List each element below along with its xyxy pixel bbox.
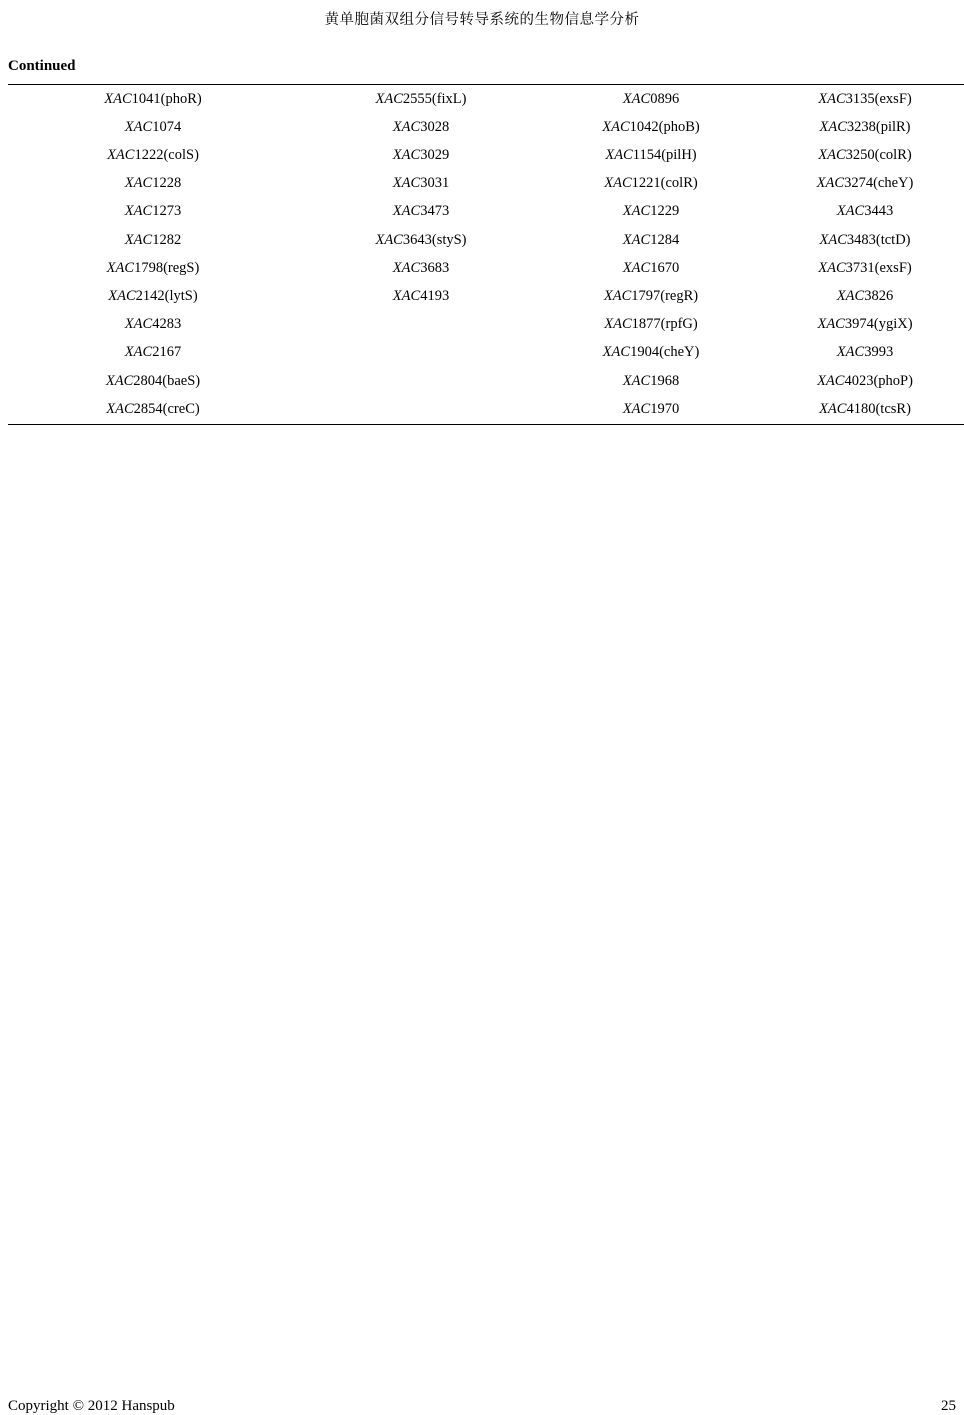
gene-table [8, 84, 964, 425]
gene-cell [544, 395, 758, 424]
gene-prefix: XAC [622, 203, 651, 220]
gene-prefix: XAC [106, 400, 134, 417]
gene-table-wrapper [8, 84, 956, 425]
gene-prefix: XAC [836, 288, 865, 305]
gene-id: 3473 [420, 203, 450, 220]
gene-prefix: XAC [602, 344, 631, 361]
gene-id: 4023(phoP) [844, 372, 913, 389]
gene-cell-empty [298, 367, 544, 395]
gene-id: 3028 [420, 118, 450, 135]
gene-id: 1904(cheY) [630, 344, 700, 361]
gene-prefix: XAC [622, 259, 651, 276]
gene-id: 1970 [650, 400, 680, 417]
gene-cell [298, 170, 544, 198]
gene-cell [8, 254, 298, 282]
gene-id: 1229 [650, 203, 680, 220]
gene-id: 3135(exsF) [845, 90, 912, 107]
gene-id: 1221(colR) [631, 175, 698, 192]
gene-prefix: XAC [124, 203, 153, 220]
copyright-text: Copyright © 2012 Hanspub [8, 1398, 175, 1414]
gene-cell [758, 113, 964, 141]
gene-cell [758, 85, 964, 114]
gene-cell [758, 339, 964, 367]
gene-prefix: XAC [818, 259, 846, 276]
table-row [8, 395, 964, 424]
gene-cell [758, 198, 964, 226]
running-head: 黄单胞菌双组分信号转导系统的生物信息学分析 [324, 12, 640, 28]
gene-id: 1042(phoB) [629, 118, 700, 135]
table-row [8, 367, 964, 395]
gene-id: 1968 [650, 372, 680, 389]
gene-id: 1273 [152, 203, 182, 220]
gene-prefix: XAC [104, 90, 132, 107]
gene-id: 3250(colR) [845, 146, 912, 163]
gene-id: 2804(baeS) [133, 372, 201, 389]
gene-cell [758, 311, 964, 339]
gene-prefix: XAC [602, 118, 630, 135]
gene-id: 3238(pilR) [846, 118, 911, 135]
gene-prefix: XAC [622, 400, 651, 417]
gene-prefix: XAC [106, 259, 135, 276]
gene-cell [8, 85, 298, 114]
gene-cell [758, 395, 964, 424]
gene-table-body [8, 85, 964, 425]
gene-id: 4283 [152, 316, 182, 333]
gene-id: 3031 [420, 175, 450, 192]
gene-cell [544, 170, 758, 198]
gene-id: 3974(ygiX) [844, 316, 913, 333]
gene-cell [544, 367, 758, 395]
gene-cell [8, 339, 298, 367]
gene-prefix: XAC [392, 175, 421, 192]
gene-prefix: XAC [392, 288, 421, 305]
gene-prefix: XAC [819, 231, 847, 248]
gene-prefix: XAC [107, 146, 135, 163]
gene-cell [8, 395, 298, 424]
gene-id: 2854(creC) [133, 400, 200, 417]
gene-prefix: XAC [818, 146, 846, 163]
gene-cell [758, 367, 964, 395]
gene-id: 1877(rpfG) [631, 316, 698, 333]
table-row [8, 85, 964, 114]
gene-prefix: XAC [622, 90, 651, 107]
table-row [8, 339, 964, 367]
gene-cell [544, 113, 758, 141]
gene-id: 3643(styS) [402, 231, 467, 248]
gene-id: 3029 [420, 146, 450, 163]
gene-cell [758, 254, 964, 282]
table-row [8, 226, 964, 254]
gene-cell [8, 367, 298, 395]
gene-cell [8, 311, 298, 339]
gene-cell [544, 283, 758, 311]
gene-cell [298, 85, 544, 114]
gene-cell [8, 141, 298, 169]
gene-prefix: XAC [605, 146, 633, 163]
gene-prefix: XAC [392, 118, 421, 135]
gene-cell [8, 198, 298, 226]
gene-id: 2555(fixL) [402, 90, 467, 107]
gene-cell [758, 170, 964, 198]
page-number: 25 [941, 1398, 956, 1414]
gene-prefix: XAC [819, 400, 847, 417]
gene-prefix: XAC [622, 231, 651, 248]
gene-cell [298, 113, 544, 141]
gene-cell [8, 170, 298, 198]
gene-prefix: XAC [105, 372, 134, 389]
gene-id: 1154(pilH) [632, 146, 697, 163]
gene-prefix: XAC [604, 175, 632, 192]
gene-prefix: XAC [392, 203, 421, 220]
table-row [8, 254, 964, 282]
gene-id: 1670 [650, 259, 680, 276]
gene-id: 1797(regR) [631, 288, 699, 305]
gene-cell [758, 226, 964, 254]
gene-id: 2142(lytS) [135, 288, 198, 305]
gene-cell [758, 141, 964, 169]
gene-id: 1798(regS) [134, 259, 200, 276]
gene-prefix: XAC [375, 90, 403, 107]
gene-cell [544, 226, 758, 254]
gene-cell [8, 113, 298, 141]
gene-cell [544, 85, 758, 114]
gene-id: 4193 [420, 288, 450, 305]
gene-cell [8, 226, 298, 254]
gene-id: 2167 [152, 344, 182, 361]
gene-id: 4180(tcsR) [846, 400, 911, 417]
gene-prefix: XAC [108, 288, 136, 305]
gene-cell-empty [298, 395, 544, 424]
gene-prefix: XAC [817, 372, 845, 389]
gene-id: 1041(phoR) [131, 90, 202, 107]
gene-prefix: XAC [819, 118, 847, 135]
table-row [8, 170, 964, 198]
gene-prefix: XAC [392, 259, 421, 276]
gene-prefix: XAC [818, 90, 846, 107]
gene-prefix: XAC [836, 203, 865, 220]
table-row [8, 283, 964, 311]
gene-prefix: XAC [836, 344, 865, 361]
gene-cell [758, 283, 964, 311]
gene-id: 1282 [152, 231, 182, 248]
gene-prefix: XAC [392, 146, 421, 163]
gene-id: 3483(tctD) [846, 231, 911, 248]
gene-prefix: XAC [124, 118, 153, 135]
gene-cell [544, 311, 758, 339]
gene-id: 3683 [420, 259, 450, 276]
gene-cell-empty [298, 339, 544, 367]
gene-id: 3826 [864, 288, 894, 305]
gene-cell [298, 198, 544, 226]
gene-prefix: XAC [375, 231, 403, 248]
gene-prefix: XAC [816, 175, 845, 192]
table-row [8, 198, 964, 226]
gene-id: 1222(colS) [134, 146, 199, 163]
gene-cell-empty [298, 311, 544, 339]
gene-prefix: XAC [817, 316, 845, 333]
gene-id: 3274(cheY) [844, 175, 914, 192]
gene-cell [544, 198, 758, 226]
gene-cell [298, 283, 544, 311]
gene-cell [544, 141, 758, 169]
gene-id: 3443 [864, 203, 894, 220]
gene-id: 1074 [152, 118, 182, 135]
gene-cell [298, 226, 544, 254]
gene-prefix: XAC [124, 175, 153, 192]
gene-cell [298, 141, 544, 169]
continued-label: Continued [8, 58, 76, 74]
table-row [8, 311, 964, 339]
gene-id: 1284 [650, 231, 680, 248]
gene-prefix: XAC [604, 316, 632, 333]
gene-prefix: XAC [124, 344, 153, 361]
gene-cell [544, 339, 758, 367]
gene-id: 1228 [152, 175, 182, 192]
gene-id: 3731(exsF) [845, 259, 912, 276]
gene-prefix: XAC [124, 316, 153, 333]
gene-prefix: XAC [124, 231, 153, 248]
table-row [8, 141, 964, 169]
table-row [8, 113, 964, 141]
gene-cell [544, 254, 758, 282]
gene-prefix: XAC [603, 288, 632, 305]
gene-id: 0896 [650, 90, 680, 107]
gene-prefix: XAC [622, 372, 651, 389]
gene-cell [298, 254, 544, 282]
gene-cell [8, 283, 298, 311]
gene-id: 3993 [864, 344, 894, 361]
